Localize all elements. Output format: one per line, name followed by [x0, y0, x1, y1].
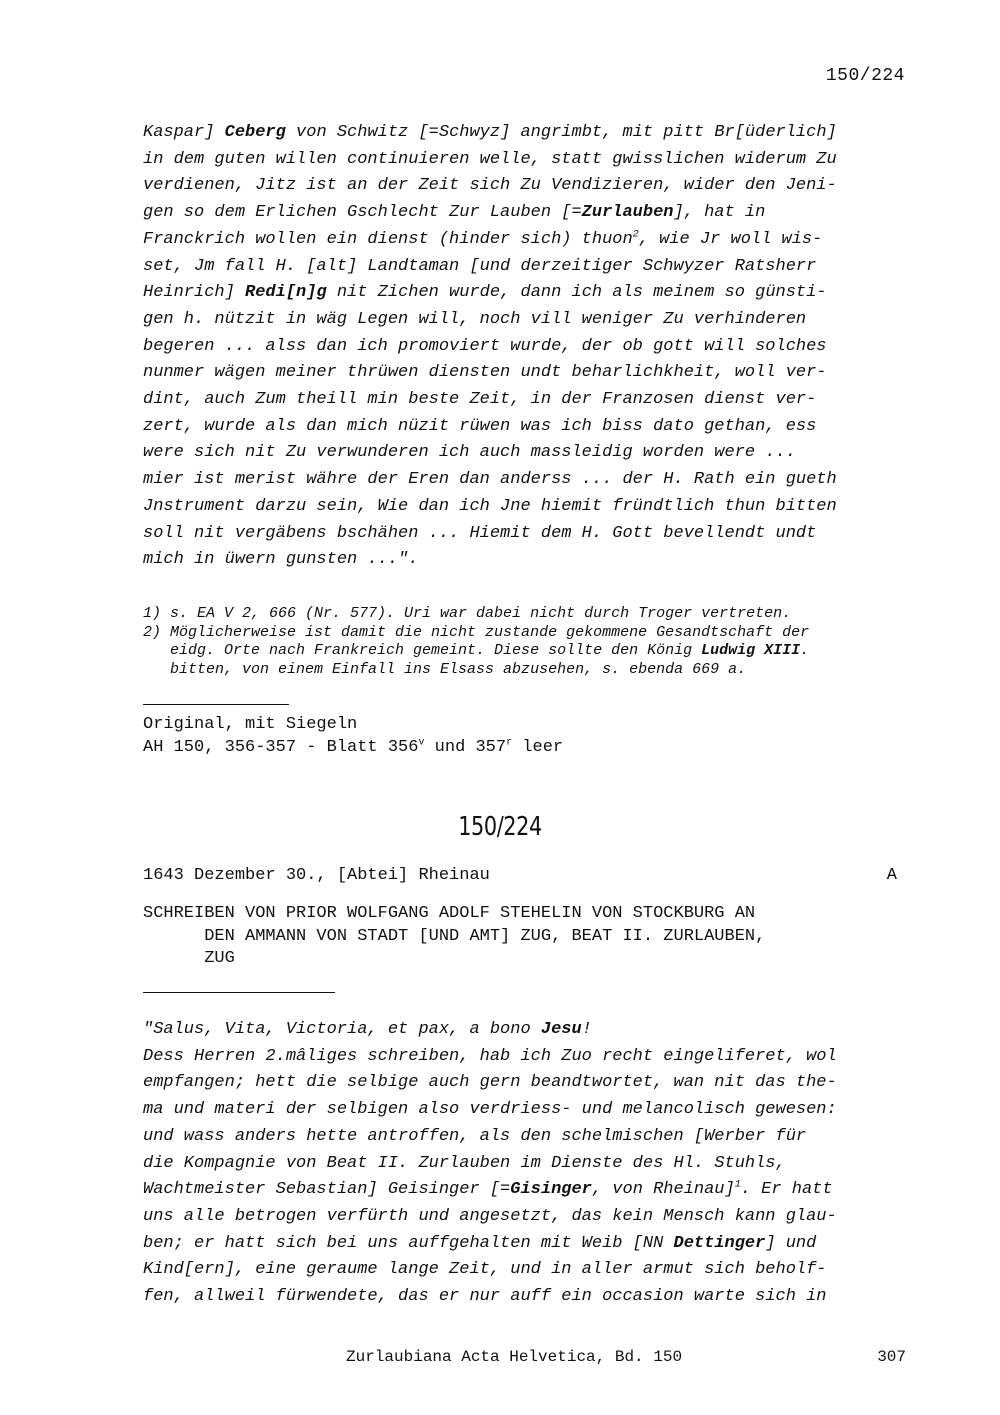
text-line: die Kompagnie von Beat II. Zurlauben im Dienste des Hl. Stuhls, — [143, 1153, 786, 1173]
footnotes — [143, 605, 913, 679]
text-line: soll nit vergäbens bschähen ... Hiemit dem H. Gott bevellendt undt — [143, 523, 817, 543]
bold-name: Ludwig XIII — [701, 642, 801, 660]
source-line-1: Original, mit Siegeln — [143, 715, 358, 734]
bold-name: Dettinger — [673, 1233, 766, 1253]
text-line: were sich nit Zu verwunderen ich auch massleidig worden were ... — [143, 443, 796, 463]
source-line-2: AH 150, 356-357 - Blatt 356$^v$ und 357$^r$ leer — [143, 737, 564, 757]
text-line: bitten, von einem Einfall ins Elsass abzusehen, s. ebenda 669 a. — [143, 660, 747, 678]
title-line: SCHREIBEN VON PRIOR WOLFGANG ADOLF STEHELIN VON STOCKBURG AN — [143, 904, 756, 923]
source-note — [143, 713, 563, 759]
text-line: mich in üwern gunsten ...". — [143, 550, 419, 570]
document-number: 150/224 — [458, 812, 542, 842]
footer-page-number: 307 — [877, 1348, 906, 1366]
text-line: ben; er hatt sich bei uns auffgehalten mit Weib [NN Dettinger] und — [143, 1233, 817, 1253]
text-line: fen, allweil fürwendete, das er nur auff ein occasion warte sich in — [143, 1287, 827, 1307]
text-line: Kind[ern], eine geraume lange Zeit, und in aller armut sich beholf- — [143, 1260, 827, 1280]
text-line: in dem guten willen continuieren welle, statt gwisslichen widerum Zu — [143, 149, 837, 169]
text-line: uns alle betrogen verfürth und angesetzt, das kein Mensch kann glau- — [143, 1206, 837, 1226]
bold-name: Redi[n]g — [245, 283, 327, 303]
footer-title: Zurlaubiana Acta Helvetica, Bd. 150 — [346, 1348, 683, 1366]
text-line: set, Jm fall H. [alt] Landtaman [und derzeitiger Schwyzer Ratsherr — [143, 256, 817, 276]
title-line: DEN AMMANN VON STADT [UND AMT] ZUG, BEAT II. ZURLAUBEN, — [143, 926, 766, 946]
text-line: 2) Möglicherweise ist damit die nicht zustande gekommene Gesandtschaft der — [143, 623, 810, 641]
document-date-place: 1643 Dezember 30., [Abtei] Rheinau — [143, 866, 490, 885]
text-line: Wachtmeister Sebastian] Geisinger [=Gisinger, von Rheinau]$^1$. Er hatt — [143, 1179, 833, 1200]
text-line: ma und materi der selbigen also verdriess- und melancolisch gewesen: — [143, 1100, 837, 1120]
text-line: Dess Herren 2.mâliges schreiben, hab ich Zuo recht eingeliferet, wol — [143, 1046, 837, 1066]
text-line: empfangen; hett die selbige auch gern beandtwortet, wan nit das the- — [143, 1073, 837, 1093]
document-type-letter: A — [886, 866, 897, 885]
text-line: eidg. Orte nach Frankreich gemeint. Diese sollte den König Ludwig XIII. — [143, 642, 810, 660]
text-line: dint, auch Zum theill min beste Zeit, in der Franzosen dienst ver- — [143, 390, 817, 410]
text-line: Kaspar] Ceberg von Schwitz [=Schwyz] angrimbt, mit pitt Br[üderlich] — [143, 123, 837, 142]
text-line: Heinrich] Redi[n]g nit Zichen wurde, dann ich als meinem so günsti- — [143, 283, 827, 303]
text-line: nunmer wägen meiner thrüwen diensten undt beharlichkheit, woll ver- — [143, 363, 827, 383]
bold-name: Zurlauben — [581, 203, 674, 223]
title-line: ZUG — [143, 949, 235, 968]
text-line: verdienen, Jitz ist an der Zeit sich Zu Vendizieren, wider den Jeni- — [143, 176, 837, 196]
divider-line — [143, 704, 289, 705]
document-date-line — [143, 866, 897, 885]
text-line: Franckrich wollen ein dienst (hinder sich) thuon$^2$, wie Jr woll wis- — [143, 229, 823, 249]
text-line: gen h. nützit in wäg Legen will, noch vill weniger Zu verhinderen — [143, 309, 807, 329]
letter-continuation — [143, 120, 913, 574]
page-header-number: 150/224 — [825, 66, 905, 86]
letter-body — [143, 1017, 913, 1311]
text-line: begeren ... alss dan ich promoviert wurde, der ob gott will solches — [143, 336, 827, 356]
document-title — [143, 903, 913, 971]
bold-name: Jesu — [540, 1020, 582, 1039]
footnote-ref: 1 — [734, 1179, 741, 1191]
text-line: gen so dem Erlichen Gschlecht Zur Lauben [=Zurlauben], hat in — [143, 203, 766, 223]
text-line: "Salus, Vita, Victoria, et pax, a bono Jesu! — [143, 1020, 592, 1039]
bold-name: Gisinger — [510, 1180, 592, 1200]
text-line: Jnstrument darzu sein, Wie dan ich Jne hiemit fründtlich thun bitten — [143, 496, 837, 516]
text-line: und wass anders hette antroffen, als den schelmischen [Werber für — [143, 1126, 807, 1146]
text-line: zert, wurde als dan mich nüzit rüwen was ich biss dato gethan, ess — [143, 416, 817, 436]
bold-name: Ceberg — [224, 123, 286, 142]
text-line: 1) s. EA V 2, 666 (Nr. 577). Uri war dabei nicht durch Troger vertreten. — [143, 605, 792, 622]
footnote-ref: 2 — [632, 229, 639, 241]
title-divider-line — [143, 992, 335, 993]
text-line: mier ist merist währe der Eren dan anderss ... der H. Rath ein gueth — [143, 470, 837, 490]
